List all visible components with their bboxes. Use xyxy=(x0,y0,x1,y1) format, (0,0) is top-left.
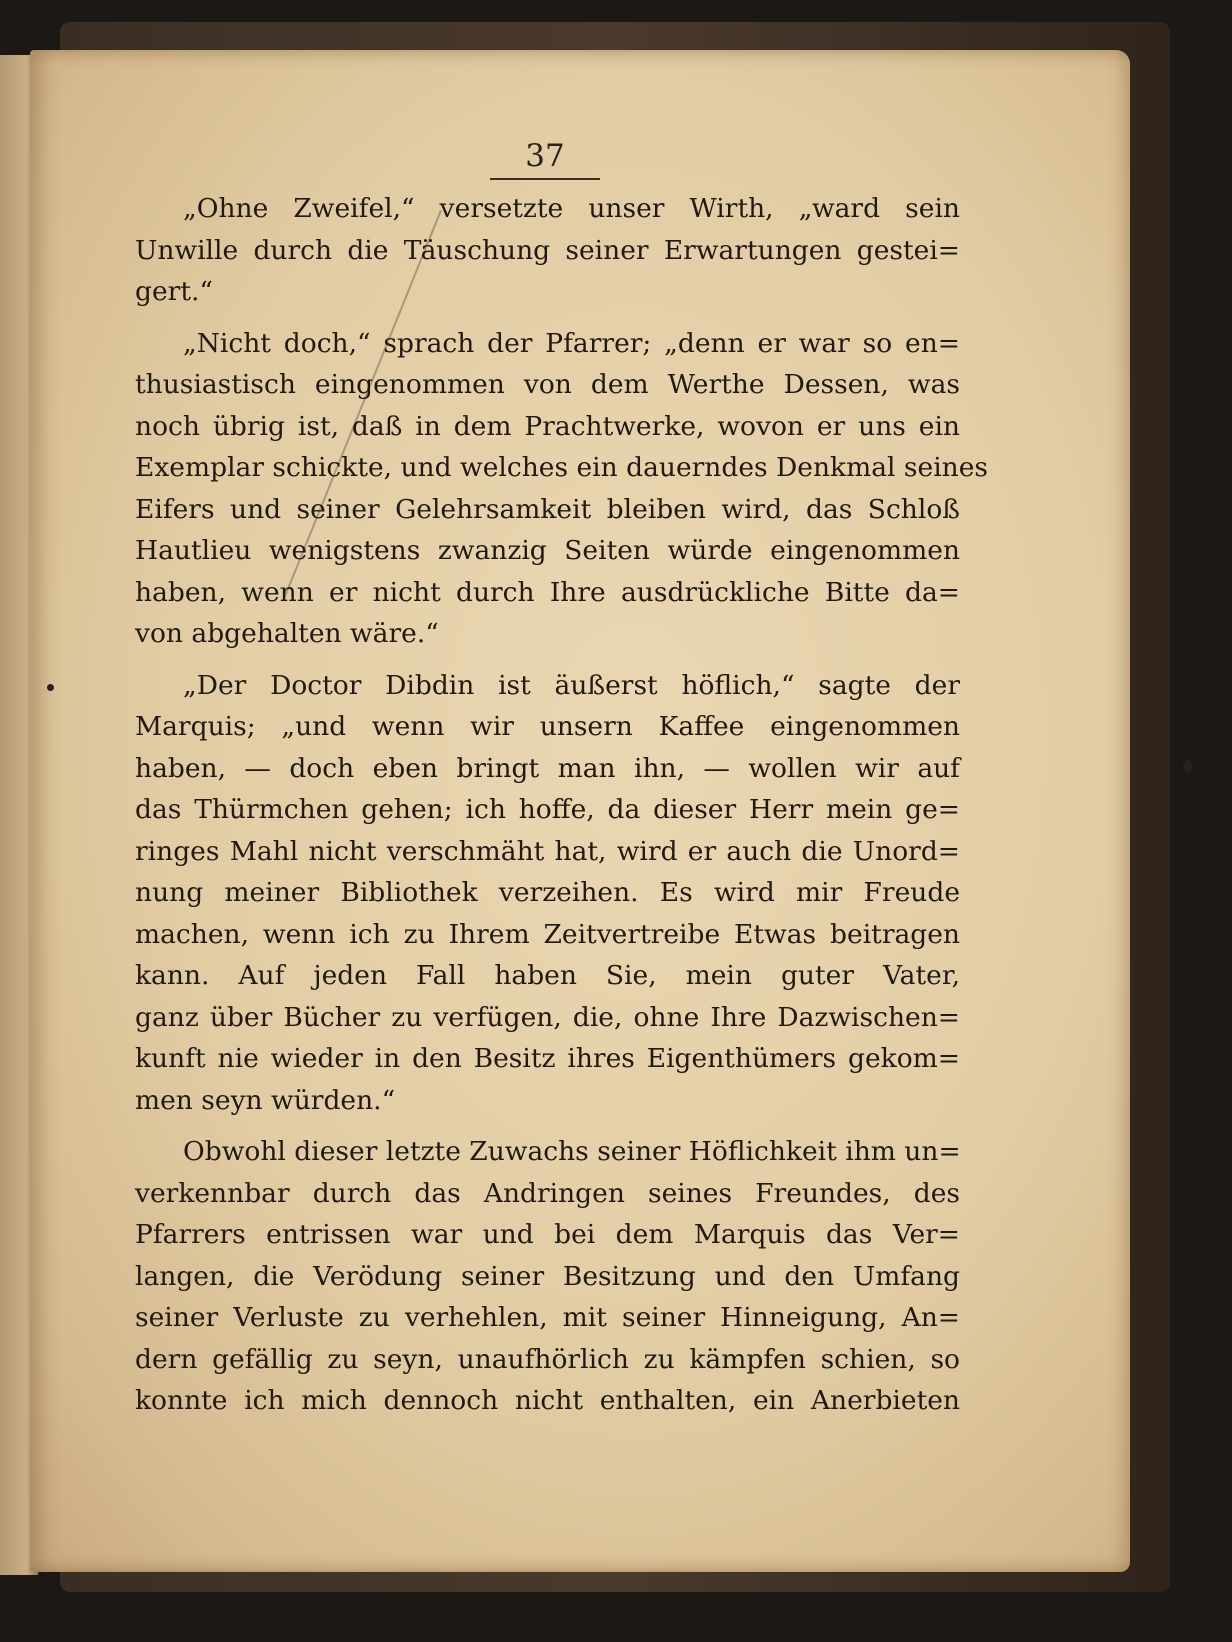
text-line: haben, wenn er nicht durch Ihre ausdrückliche Bitte da= xyxy=(135,576,960,608)
text-line: verkennbar durch das Andringen seines Freundes, des xyxy=(135,1177,960,1209)
text-line: ganz über Bücher zu verfügen, die, ohne Ihre Dazwischen= xyxy=(135,1001,960,1033)
text-line: gert.“ xyxy=(135,276,213,307)
text-line: Marquis; „und wenn wir unsern Kaffee eingenommen xyxy=(135,711,960,742)
text-line: machen, wenn ich zu Ihrem Zeitvertreibe Etwas beitragen xyxy=(135,918,960,950)
text-line: das Thürmchen gehen; ich hoffe, da dieser Herr mein ge= xyxy=(135,794,960,825)
text-line: kann. Auf jeden Fall haben Sie, mein guter Vater, xyxy=(135,960,960,991)
paragraph xyxy=(135,1131,960,1422)
text-line: Hautlieu wenigstens zwanzig Seiten würde eingenommen xyxy=(135,535,960,566)
paragraph xyxy=(135,188,960,313)
text-line: konnte ich mich dennoch nicht enthalten, ein Anerbieten xyxy=(135,1385,960,1416)
text-line: „Nicht doch,“ sprach der Pfarrer; „denn er war so en= xyxy=(183,327,960,359)
text-line: Eifers und seiner Gelehrsamkeit bleiben wird, das Schloß xyxy=(135,493,960,525)
text-line: Pfarrers entrissen war und bei dem Marquis das Ver= xyxy=(135,1219,960,1250)
text-line: noch übrig ist, daß in dem Prachtwerke, wovon er uns ein xyxy=(135,410,960,442)
text-line: men seyn würden.“ xyxy=(135,1084,396,1116)
text-line: langen, die Verödung seiner Besitzung und den Umfang xyxy=(135,1260,960,1292)
body-text xyxy=(135,188,989,1422)
text-line: haben, — doch eben bringt man ihn, — wollen wir auf xyxy=(135,752,960,784)
ink-speck xyxy=(47,684,54,691)
text-line: dern gefällig zu seyn, unaufhörlich zu kämpfen schien, so xyxy=(135,1343,960,1375)
page-number: 37 xyxy=(490,138,600,180)
ink-speck xyxy=(1183,760,1192,774)
paragraph xyxy=(135,323,989,655)
text-line: thusiastisch eingenommen von dem Werthe Dessen, was xyxy=(135,369,960,400)
text-line: Obwohl dieser letzte Zuwachs seiner Höflichkeit ihm un= xyxy=(183,1136,961,1167)
text-line: seiner Verluste zu verhehlen, mit seiner Hinneigung, An= xyxy=(135,1302,960,1333)
text-line: ringes Mahl nicht verschmäht hat, wird er auch die Unord= xyxy=(135,835,960,867)
text-line: Unwille durch die Täuschung seiner Erwartungen gestei= xyxy=(135,234,960,266)
text-line: „Ohne Zweifel,“ versetzte unser Wirth, „ward sein xyxy=(183,193,960,224)
text-line: „Der Doctor Dibdin ist äußerst höflich,“ sagte der xyxy=(183,669,960,701)
text-line: Exemplar schickte, und welches ein dauerndes Denkmal seines xyxy=(135,452,989,483)
text-line: kunft nie wieder in den Besitz ihres Eigenthümers gekom= xyxy=(135,1043,960,1074)
text-line: von abgehalten wäre.“ xyxy=(135,618,439,649)
text-line: nung meiner Bibliothek verzeihen. Es wird mir Freude xyxy=(135,877,960,908)
paragraph xyxy=(135,665,960,1122)
